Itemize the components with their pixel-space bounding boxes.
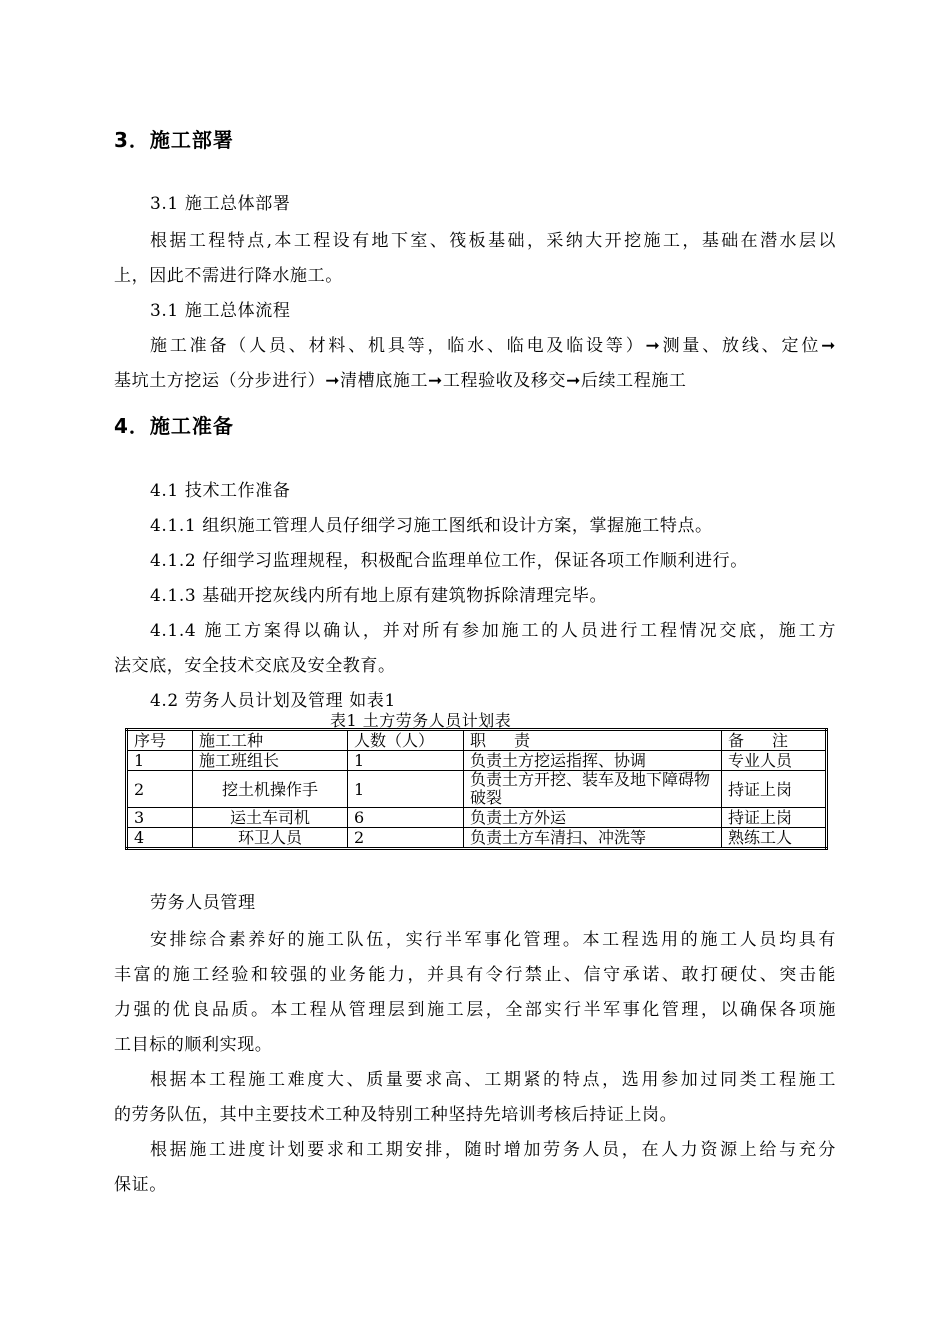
flow-line-2: 基坑土方挖运（分步进行）➞清槽底施工➞工程验收及移交➞后续工程施工: [114, 371, 687, 391]
table-header-row: [127, 730, 827, 751]
labor-p2-line-1: 根据本工程施工难度大、质量要求高、工期紧的特点，选用参加过同类工程施工: [150, 1070, 836, 1090]
table-cell: 熟练工人: [722, 828, 827, 849]
table-cell: 1: [127, 751, 193, 771]
section-4-2-title: 4.2 劳务人员计划及管理 如表1: [150, 691, 396, 711]
table-cell: 负责土方车清扫、冲洗等: [464, 828, 722, 849]
table-cell: 持证上岗: [722, 771, 827, 808]
labor-p3-line-2: 保证。: [114, 1175, 167, 1195]
item-4-1-4-line-1: 4.1.4 施工方案得以确认，并对所有参加施工的人员进行工程情况交底，施工方: [150, 621, 836, 641]
labor-p1-line-4: 工目标的顺利实现。: [114, 1035, 273, 1055]
labor-p1-line-1: 安排综合素养好的施工队伍，实行半军事化管理。本工程选用的施工人员均具有: [150, 930, 836, 950]
table-cell: 持证上岗: [722, 808, 827, 828]
section-4-1-title: 4.1 技术工作准备: [150, 481, 291, 501]
header-cell: 序号: [127, 730, 193, 751]
table-cell: 负责土方外运: [464, 808, 722, 828]
item-4-1-1: 4.1.1 组织施工管理人员仔细学习施工图纸和设计方案，掌握施工特点。: [150, 516, 713, 536]
flow-line-1: 施工准备（人员、材料、机具等，临水、临电及临设等）➞测量、放线、定位➞: [150, 336, 836, 356]
table-cell: 4: [127, 828, 193, 849]
labor-p1-line-2: 丰富的施工经验和较强的业务能力，并具有令行禁止、信守承诺、敢打硬仗、突击能: [114, 965, 836, 985]
header-cell: 备 注: [722, 730, 827, 751]
table-caption: 表1 土方劳务人员计划表: [330, 711, 512, 730]
table-cell: 运土车司机: [193, 808, 348, 828]
table-cell: 6: [348, 808, 464, 828]
table-cell: 环卫人员: [193, 828, 348, 849]
item-4-1-2: 4.1.2 仔细学习监理规程，积极配合监理单位工作，保证各项工作顺利进行。: [150, 551, 748, 571]
table-cell: 负责土方开挖、装车及地下障碍物破裂: [464, 771, 722, 808]
table-cell: 专业人员: [722, 751, 827, 771]
labor-management-title: 劳务人员管理: [150, 893, 256, 913]
table-cell: 1: [348, 751, 464, 771]
section-4-heading: 4．施工准备: [114, 414, 234, 438]
header-cell: 职 责: [464, 730, 722, 751]
table-cell: 2: [348, 828, 464, 849]
table-row: [127, 828, 827, 849]
section-3-1-title: 3.1 施工总体部署: [150, 194, 291, 214]
table-cell: 1: [348, 771, 464, 808]
item-4-1-4-line-2: 法交底，安全技术交底及安全教育。: [114, 656, 396, 676]
header-cell: 人数（人）: [348, 730, 464, 751]
table-cell: 2: [127, 771, 193, 808]
labor-plan-table: [125, 728, 828, 850]
section-3-1-text-line-2: 上，因此不需进行降水施工。: [114, 266, 343, 286]
labor-p2-line-2: 的劳务队伍，其中主要技术工种及特别工种坚持先培训考核后持证上岗。: [114, 1105, 678, 1125]
section-3-heading: 3．施工部署: [114, 128, 234, 152]
table-row: [127, 771, 827, 808]
table-cell: 挖土机操作手: [193, 771, 348, 808]
header-cell: 施工工种: [193, 730, 348, 751]
table-cell: 3: [127, 808, 193, 828]
section-3-1-text-line-1: 根据工程特点,本工程设有地下室、筏板基础，采纳大开挖施工，基础在潜水层以: [150, 231, 836, 251]
labor-p3-line-1: 根据施工进度计划要求和工期安排，随时增加劳务人员，在人力资源上给与充分: [150, 1140, 836, 1160]
item-4-1-3: 4.1.3 基础开挖灰线内所有地上原有建筑物拆除清理完毕。: [150, 586, 608, 606]
section-3-2-title: 3.1 施工总体流程: [150, 301, 291, 321]
table-cell: 负责土方挖运指挥、协调: [464, 751, 722, 771]
table-cell: 施工班组长: [193, 751, 348, 771]
table-row: [127, 751, 827, 771]
table-row: [127, 808, 827, 828]
labor-p1-line-3: 力强的优良品质。本工程从管理层到施工层，全部实行半军事化管理，以确保各项施: [114, 1000, 836, 1020]
